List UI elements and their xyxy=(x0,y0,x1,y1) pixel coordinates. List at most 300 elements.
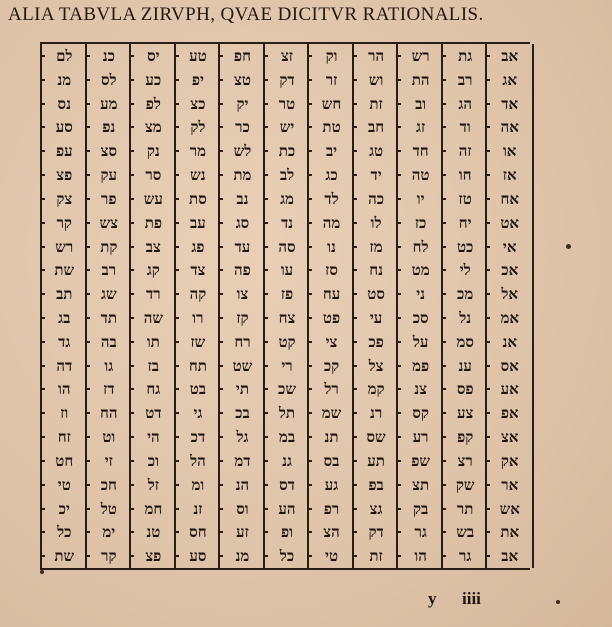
rule-tick xyxy=(42,484,45,486)
table-cell: נד xyxy=(265,212,310,236)
rule-tick xyxy=(309,365,312,367)
table-column xyxy=(85,44,132,568)
table-cell: שמ xyxy=(309,402,354,426)
rule-tick xyxy=(87,269,90,271)
table-cell: עב xyxy=(176,212,221,236)
rule-tick xyxy=(443,412,446,414)
rule-tick xyxy=(220,317,223,319)
table-cell: הע xyxy=(265,498,310,522)
table-cell: מצ xyxy=(131,116,176,140)
rule-tick xyxy=(265,388,268,390)
table-cell: גנ xyxy=(265,450,310,474)
table-cell: נש xyxy=(176,164,221,188)
rule-tick xyxy=(398,317,401,319)
table-cell: אכ xyxy=(487,259,532,283)
rule-tick xyxy=(443,198,446,200)
table-cell: סכ xyxy=(398,307,443,331)
table-cell: קר xyxy=(42,212,87,236)
table-cell: כל xyxy=(42,521,87,545)
rule-tick xyxy=(131,484,134,486)
table-cell: פצ xyxy=(131,545,176,569)
rule-tick xyxy=(354,388,357,390)
rule-tick xyxy=(487,269,490,271)
rule-tick xyxy=(265,293,268,295)
rule-tick xyxy=(220,246,223,248)
rule-tick xyxy=(443,317,446,319)
table-cell: בה xyxy=(87,331,132,355)
rule-tick xyxy=(487,103,490,105)
table-cell: דז xyxy=(87,378,132,402)
table-cell: פה xyxy=(220,259,265,283)
rule-tick xyxy=(487,222,490,224)
rule-tick xyxy=(487,531,490,533)
table-cell: וכ xyxy=(131,450,176,474)
table-cell: חס xyxy=(176,521,221,545)
rule-tick xyxy=(487,508,490,510)
rule-tick xyxy=(176,317,179,319)
rule-tick xyxy=(220,293,223,295)
rule-tick xyxy=(265,484,268,486)
table-cell: כנ xyxy=(87,45,132,69)
rule-tick xyxy=(131,246,134,248)
rule-tick xyxy=(354,103,357,105)
rule-tick xyxy=(265,341,268,343)
rule-tick xyxy=(220,388,223,390)
table-column xyxy=(174,44,221,568)
rule-tick xyxy=(487,150,490,152)
table-cell: חד xyxy=(398,140,443,164)
rule-tick xyxy=(398,412,401,414)
table-cell: ומ xyxy=(176,474,221,498)
rule-tick xyxy=(354,365,357,367)
table-cell: קמ xyxy=(354,378,399,402)
rule-tick xyxy=(131,341,134,343)
rule-tick xyxy=(176,174,179,176)
rule-tick xyxy=(309,531,312,533)
table-cell: חב xyxy=(354,116,399,140)
table-cell: צל xyxy=(354,355,399,379)
table-cell: טצ xyxy=(220,69,265,93)
table-cell: צי xyxy=(309,331,354,355)
table-cell: סט xyxy=(354,283,399,307)
table-cell: קר xyxy=(87,545,132,569)
table-cell: דק xyxy=(354,521,399,545)
rule-tick xyxy=(398,198,401,200)
page-title: ALIA TABVLA ZIRVPH, QVAE DICITVR RATIONALIS. xyxy=(8,4,484,25)
table-cell: מע xyxy=(87,93,132,117)
rule-tick xyxy=(309,103,312,105)
table-cell: טר xyxy=(265,93,310,117)
rule-tick xyxy=(398,531,401,533)
rule-tick xyxy=(309,150,312,152)
rule-tick xyxy=(42,460,45,462)
rule-tick xyxy=(131,55,134,57)
table-cell: הח xyxy=(87,402,132,426)
rule-tick xyxy=(176,388,179,390)
rule-tick xyxy=(220,103,223,105)
rule-tick xyxy=(42,341,45,343)
table-cell: רש xyxy=(398,45,443,69)
table-cell: חט xyxy=(42,450,87,474)
table-cell: זי xyxy=(87,450,132,474)
rule-tick xyxy=(42,79,45,81)
table-cell: פמ xyxy=(398,355,443,379)
table-cell: גצ xyxy=(354,498,399,522)
rule-tick xyxy=(398,150,401,152)
table-cell: לב xyxy=(265,164,310,188)
rule-tick xyxy=(131,531,134,533)
table-cell: בג xyxy=(42,307,87,331)
rule-tick xyxy=(42,103,45,105)
table-cell: דכ xyxy=(176,426,221,450)
rule-tick xyxy=(354,436,357,438)
rule-tick xyxy=(42,412,45,414)
table-cell: פז xyxy=(265,283,310,307)
table-column xyxy=(307,44,354,568)
rule-tick xyxy=(265,508,268,510)
table-cell: שק xyxy=(443,474,488,498)
rule-tick xyxy=(354,412,357,414)
table-cell: גל xyxy=(220,426,265,450)
table-cell: לש xyxy=(220,140,265,164)
rule-tick xyxy=(87,126,90,128)
table-cell: גי xyxy=(176,402,221,426)
rule-tick xyxy=(176,269,179,271)
table-cell: את xyxy=(487,521,532,545)
table-cell: רד xyxy=(131,283,176,307)
rule-tick xyxy=(87,317,90,319)
rule-tick xyxy=(265,365,268,367)
rule-tick xyxy=(443,508,446,510)
rule-tick xyxy=(354,484,357,486)
table-cell: טת xyxy=(309,116,354,140)
table-cell: אק xyxy=(487,450,532,474)
rule-tick xyxy=(176,126,179,128)
table-cell: וד xyxy=(443,116,488,140)
table-cell: אע xyxy=(487,378,532,402)
table-cell: כט xyxy=(443,236,488,260)
rule-tick xyxy=(354,555,357,557)
table-cell: יו xyxy=(398,188,443,212)
table-cell: צח xyxy=(265,307,310,331)
rule-tick xyxy=(87,222,90,224)
table-cell: קת xyxy=(87,236,132,260)
rule-tick xyxy=(265,246,268,248)
table-cell: פס xyxy=(443,378,488,402)
table-cell: סע xyxy=(42,116,87,140)
table-cell: תח xyxy=(176,355,221,379)
rule-tick xyxy=(42,508,45,510)
table-column xyxy=(263,44,310,568)
table-cell: לס xyxy=(87,69,132,93)
table-cell: סת xyxy=(176,188,221,212)
table-cell: מט xyxy=(398,259,443,283)
rule-tick xyxy=(398,269,401,271)
table-cell: זנ xyxy=(176,498,221,522)
table-cell: הל xyxy=(176,450,221,474)
rule-tick xyxy=(354,222,357,224)
rule-tick xyxy=(131,269,134,271)
rule-tick xyxy=(87,508,90,510)
table-cell: אצ xyxy=(487,426,532,450)
rule-tick xyxy=(309,269,312,271)
rule-tick xyxy=(176,150,179,152)
table-cell: אב xyxy=(487,45,532,69)
rule-tick xyxy=(220,222,223,224)
rule-tick xyxy=(220,508,223,510)
table-cell: הג xyxy=(443,93,488,117)
rule-tick xyxy=(398,103,401,105)
rule-tick xyxy=(131,555,134,557)
rule-tick xyxy=(398,222,401,224)
rule-tick xyxy=(443,531,446,533)
table-cell: תב xyxy=(42,283,87,307)
table-cell: עו xyxy=(265,259,310,283)
rule-tick xyxy=(354,55,357,57)
rule-tick xyxy=(220,126,223,128)
table-cell: רל xyxy=(309,378,354,402)
rule-tick xyxy=(87,436,90,438)
table-cell: רש xyxy=(42,236,87,260)
table-cell: הת xyxy=(398,69,443,93)
rule-tick xyxy=(398,293,401,295)
rule-tick xyxy=(398,79,401,81)
table-cell: רי xyxy=(265,355,310,379)
rule-tick xyxy=(309,79,312,81)
table-cell: תר xyxy=(443,498,488,522)
table-cell: לפ xyxy=(131,93,176,117)
rule-tick xyxy=(131,388,134,390)
table-cell: נו xyxy=(309,236,354,260)
table-cell: רע xyxy=(398,426,443,450)
rule-tick xyxy=(354,341,357,343)
table-column xyxy=(218,44,265,568)
rule-tick xyxy=(176,293,179,295)
table-cell: לק xyxy=(176,116,221,140)
rule-tick xyxy=(309,412,312,414)
table-cell: קה xyxy=(176,283,221,307)
table-cell: חו xyxy=(443,164,488,188)
rule-tick xyxy=(87,198,90,200)
rule-tick xyxy=(265,79,268,81)
table-cell: צק xyxy=(42,188,87,212)
table-cell: צע xyxy=(443,402,488,426)
rule-tick xyxy=(354,293,357,295)
zirufim-table xyxy=(40,42,530,570)
rule-tick xyxy=(131,365,134,367)
rule-tick xyxy=(220,555,223,557)
table-cell: קג xyxy=(131,259,176,283)
table-cell: אג xyxy=(487,69,532,93)
table-cell: גח xyxy=(131,378,176,402)
rule-tick xyxy=(487,555,490,557)
table-cell: הו xyxy=(42,378,87,402)
rule-tick xyxy=(398,174,401,176)
table-cell: סצ xyxy=(87,140,132,164)
rule-tick xyxy=(176,55,179,57)
rule-tick xyxy=(443,55,446,57)
table-cell: שת xyxy=(42,259,87,283)
table-cell: שט xyxy=(220,355,265,379)
table-cell: זה xyxy=(443,140,488,164)
rule-tick xyxy=(42,222,45,224)
table-cell: שג xyxy=(87,283,132,307)
table-cell: סע xyxy=(176,545,221,569)
table-cell: סה xyxy=(265,236,310,260)
table-cell: חכ xyxy=(87,474,132,498)
table-cell: פר xyxy=(87,188,132,212)
rule-tick xyxy=(309,174,312,176)
table-cell: אה xyxy=(487,116,532,140)
table-cell: חש xyxy=(309,93,354,117)
table-cell: וב xyxy=(398,93,443,117)
table-cell: עד xyxy=(220,236,265,260)
table-cell: עח xyxy=(309,283,354,307)
table-cell: יח xyxy=(443,212,488,236)
table-column xyxy=(352,44,399,568)
rule-tick xyxy=(131,508,134,510)
table-cell: שת xyxy=(42,545,87,569)
rule-tick xyxy=(265,222,268,224)
table-column xyxy=(396,44,443,568)
table-cell: ענ xyxy=(443,355,488,379)
rule-tick xyxy=(265,174,268,176)
rule-tick xyxy=(265,460,268,462)
rule-tick xyxy=(309,436,312,438)
table-cell: סר xyxy=(131,164,176,188)
table-cell: רנ xyxy=(354,402,399,426)
rule-tick xyxy=(131,126,134,128)
rule-tick xyxy=(131,317,134,319)
rule-tick xyxy=(354,531,357,533)
rule-tick xyxy=(309,246,312,248)
rule-tick xyxy=(398,341,401,343)
table-cell: בכ xyxy=(220,402,265,426)
rule-tick xyxy=(309,341,312,343)
rule-tick xyxy=(354,198,357,200)
table-cell: אפ xyxy=(487,402,532,426)
rule-tick xyxy=(220,198,223,200)
table-cell: גר xyxy=(443,545,488,569)
table-cell: קכ xyxy=(309,355,354,379)
rule-tick xyxy=(354,126,357,128)
rule-tick xyxy=(87,293,90,295)
table-cell: יש xyxy=(265,116,310,140)
table-cell: נל xyxy=(443,307,488,331)
table-cell: צד xyxy=(176,259,221,283)
table-cell: לי xyxy=(443,259,488,283)
rule-tick xyxy=(87,555,90,557)
table-cell: כז xyxy=(398,212,443,236)
table-cell: זר xyxy=(309,69,354,93)
rule-tick xyxy=(220,150,223,152)
rule-tick xyxy=(398,365,401,367)
table-cell: על xyxy=(398,331,443,355)
rule-tick xyxy=(487,198,490,200)
table-cell: מנ xyxy=(220,545,265,569)
table-cell: תל xyxy=(265,402,310,426)
rule-tick xyxy=(443,365,446,367)
rule-tick xyxy=(87,531,90,533)
rule-tick xyxy=(220,436,223,438)
rule-tick xyxy=(398,126,401,128)
table-column xyxy=(40,44,87,568)
table-cell: בש xyxy=(443,521,488,545)
rule-tick xyxy=(443,341,446,343)
table-cell: יכ xyxy=(42,498,87,522)
rule-tick xyxy=(87,460,90,462)
rule-tick xyxy=(176,555,179,557)
signature-mark: y xyxy=(428,589,437,608)
ink-spot xyxy=(566,244,571,249)
table-cell: מר xyxy=(176,140,221,164)
table-cell: שכ xyxy=(265,378,310,402)
table-column xyxy=(485,44,534,568)
rule-tick xyxy=(42,246,45,248)
rule-tick xyxy=(176,341,179,343)
table-cell: תנ xyxy=(309,426,354,450)
table-cell: יק xyxy=(220,93,265,117)
rule-tick xyxy=(309,198,312,200)
table-cell: כל xyxy=(265,545,310,569)
rule-tick xyxy=(131,460,134,462)
table-cell: צנ xyxy=(398,378,443,402)
rule-tick xyxy=(309,508,312,510)
table-cell: במ xyxy=(265,426,310,450)
table-cell: טנ xyxy=(131,521,176,545)
table-cell: צב xyxy=(131,236,176,260)
rule-tick xyxy=(131,222,134,224)
rule-tick xyxy=(309,317,312,319)
rule-tick xyxy=(265,555,268,557)
table-cell: אד xyxy=(487,93,532,117)
rule-tick xyxy=(487,460,490,462)
rule-tick xyxy=(176,365,179,367)
rule-tick xyxy=(176,79,179,81)
table-cell: חפ xyxy=(220,45,265,69)
table-cell: לח xyxy=(398,236,443,260)
rule-tick xyxy=(87,246,90,248)
table-cell: וס xyxy=(220,498,265,522)
table-cell: קפ xyxy=(443,426,488,450)
rule-tick xyxy=(87,365,90,367)
table-cell: דמ xyxy=(220,450,265,474)
table-cell: רב xyxy=(87,259,132,283)
table-cell: הנ xyxy=(220,474,265,498)
table-cell: אמ xyxy=(487,307,532,331)
rule-tick xyxy=(487,79,490,81)
table-cell: תצ xyxy=(398,474,443,498)
rule-tick xyxy=(443,246,446,248)
rule-tick xyxy=(354,79,357,81)
rule-tick xyxy=(443,460,446,462)
table-cell: הצ xyxy=(309,521,354,545)
rule-tick xyxy=(398,460,401,462)
rule-tick xyxy=(487,246,490,248)
rule-tick xyxy=(309,55,312,57)
rule-tick xyxy=(42,293,45,295)
table-cell: גו xyxy=(87,355,132,379)
rule-tick xyxy=(176,484,179,486)
rule-tick xyxy=(176,436,179,438)
rule-tick xyxy=(398,508,401,510)
rule-tick xyxy=(265,436,268,438)
table-cell: פכ xyxy=(354,331,399,355)
rule-tick xyxy=(265,531,268,533)
table-cell: פג xyxy=(176,236,221,260)
table-cell: עש xyxy=(131,188,176,212)
rule-tick xyxy=(443,222,446,224)
